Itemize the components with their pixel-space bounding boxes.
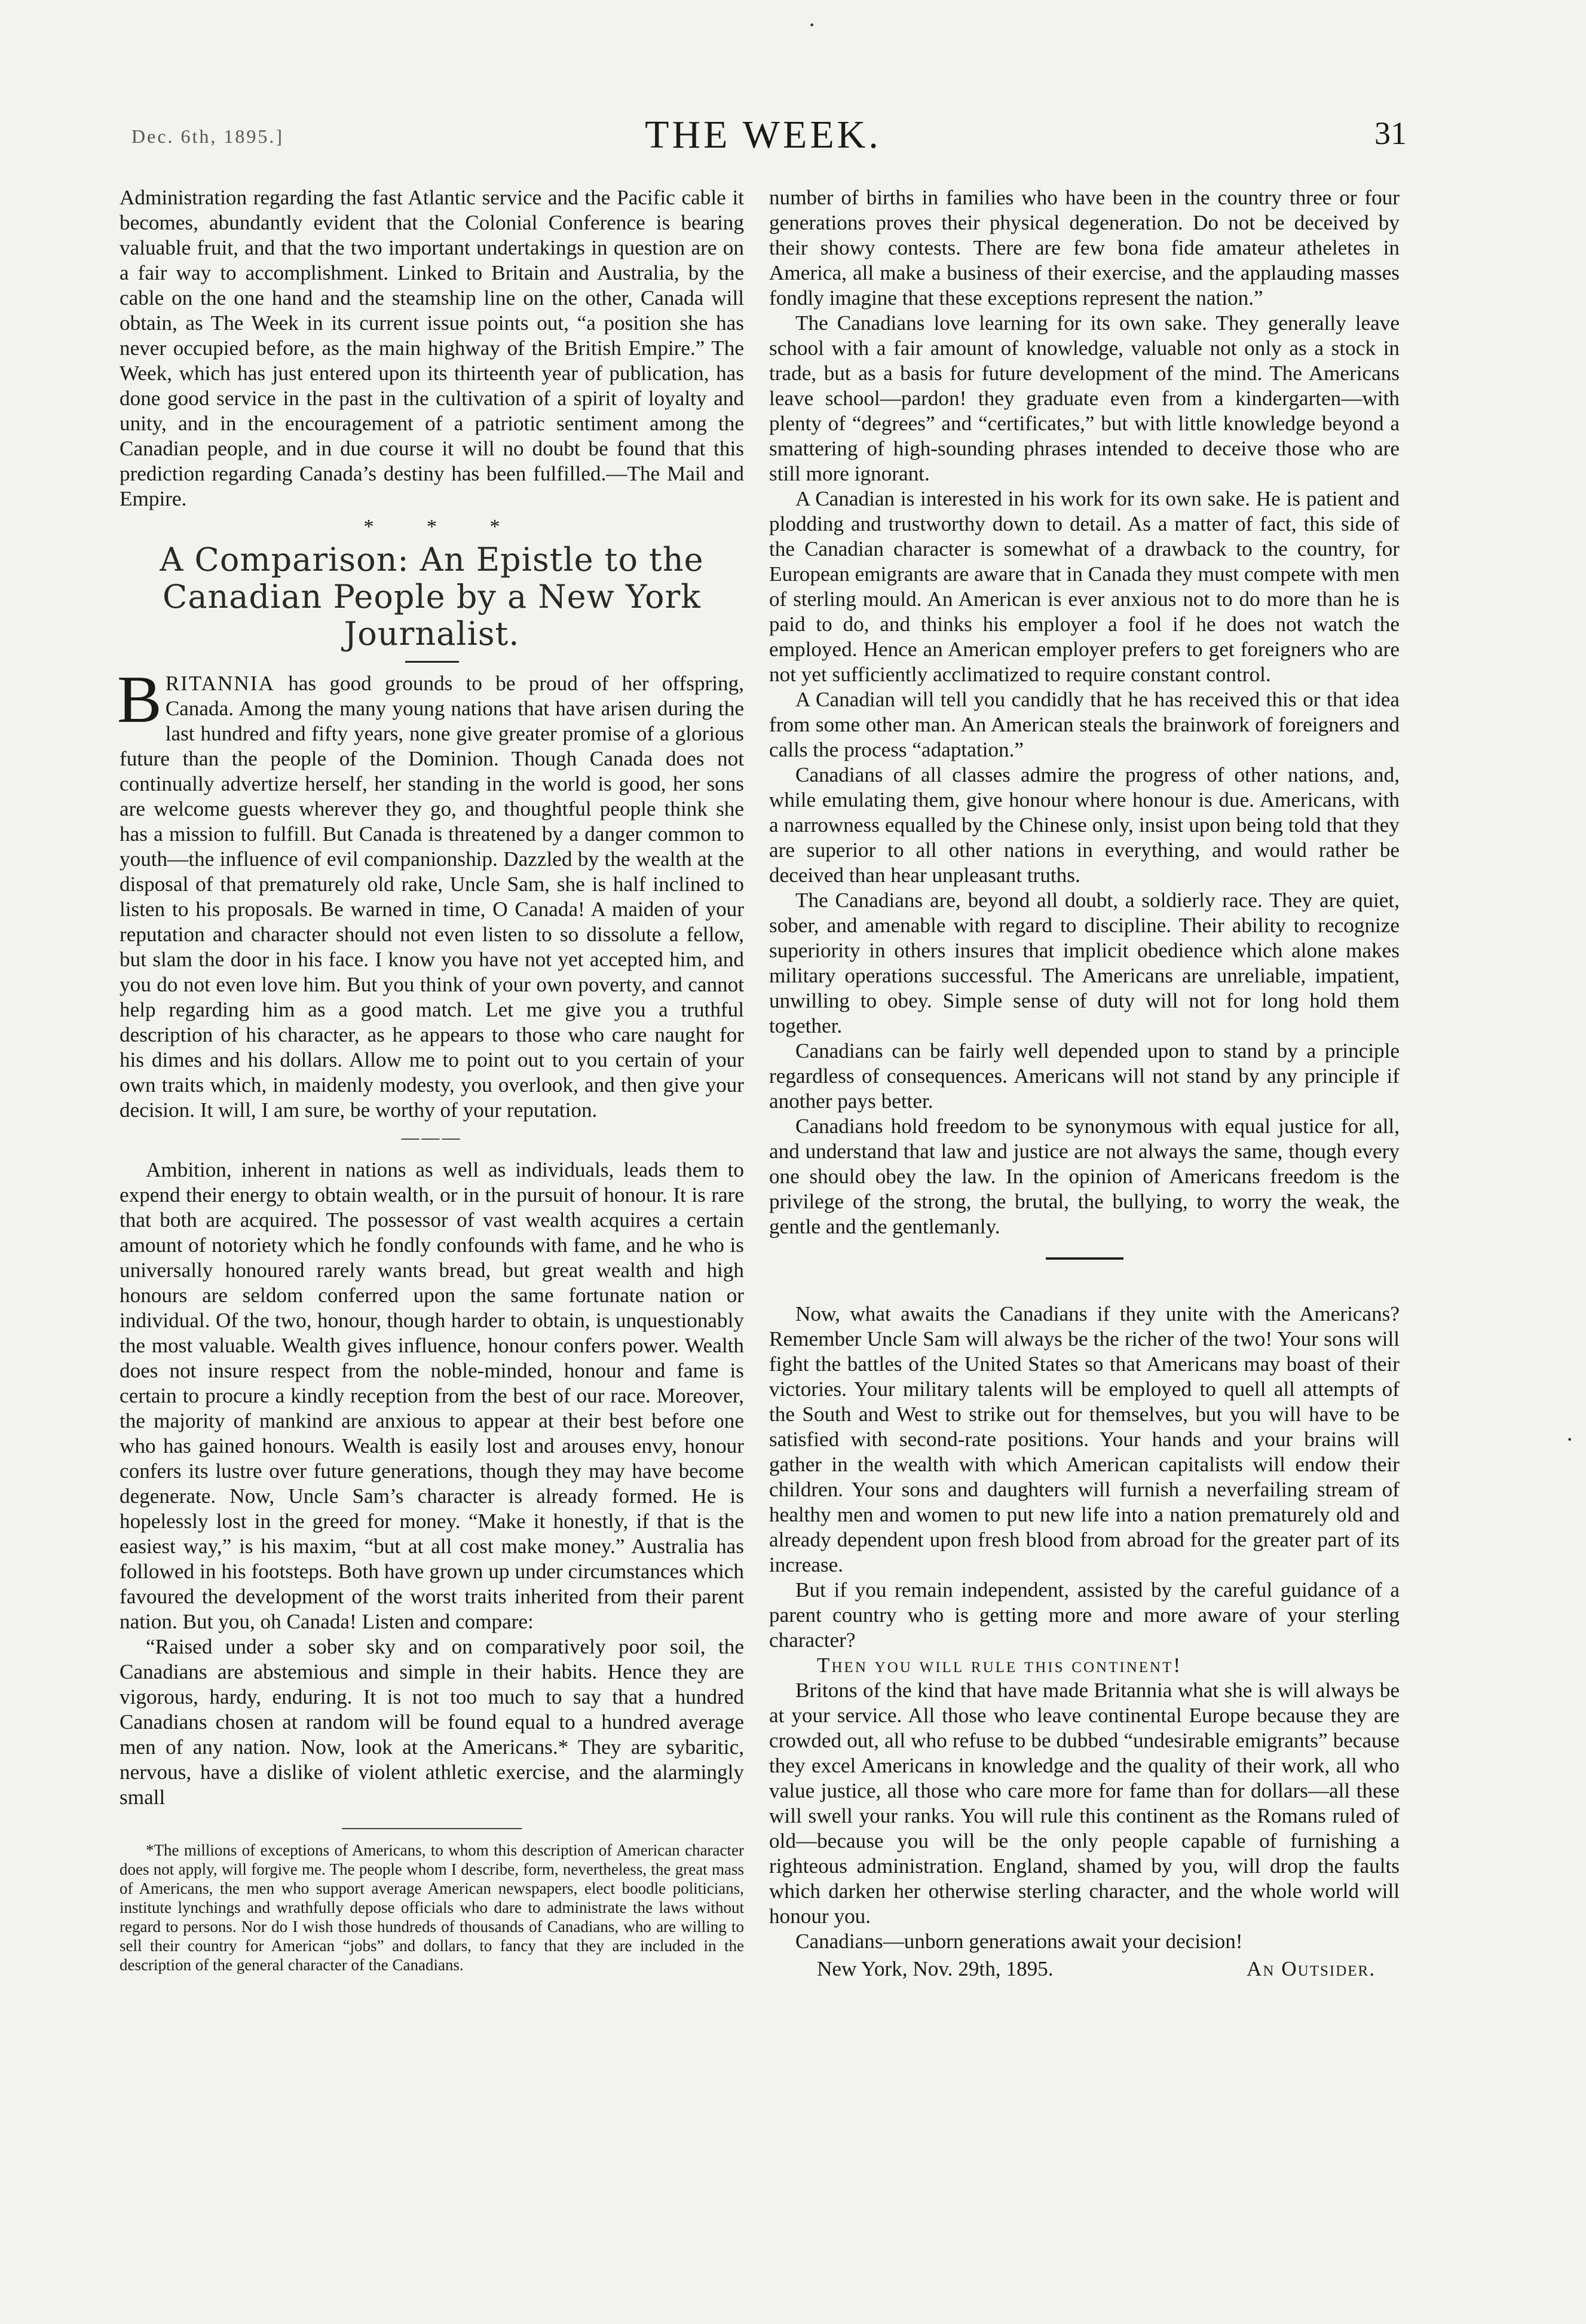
article-paragraph-3: “Raised under a sober sky and on comparatively poor soil, the Canadians are abstemious and simple in their habits. Hence they are vigorous, hardy, enduring. It is not too much to say that a hundred Canadians chosen at random will be found equal to a hundred average men of any nation. Now, look at the Americans.* They are sybaritic, nervous, have a dislike of violent athletic exercise, and the alarmingly small (120, 1635, 744, 1809)
lead-word: RITANNIA (165, 672, 275, 695)
right-paragraph-10: But if you remain independent, assisted by the careful guidance of a parent country who is getting more and more aware of your sterling character? (769, 1578, 1400, 1652)
article-heading: A Comparison: An Epistle to the Canadian People by a New York Journalist. (160, 541, 704, 653)
right-paragraph-5: Canadians of all classes admire the progress of other nations, and, while emulating them, give honour where honour is due. Americans, with a narrowness equalled by the Chinese only, insist upon being told that they are superior to all other nations in everything, and would rather be deceived than hear unpleasant truths. (769, 763, 1400, 887)
footnote: *The millions of exceptions of Americans, to whom this description of American character does not apply, will forgive me. The people whom I describe, form, nevertheless, the great mass of Americans, the men who support average American newspapers, elect boodle politicians, institute lynchings and wrathfully depose officials who dare to administrate the laws without regard to persons. Nor do I wish those hundreds of thousands of Canadians, who are willing to sell their country for American “jobs” and dollars, to fancy that they are included in the description of the general character of the Canadians. (120, 1841, 744, 1974)
left-column (117, 185, 744, 1974)
rule-continent-line: Then you will rule this continent! (817, 1654, 1183, 1677)
article-paragraph-1 (117, 663, 744, 1123)
margin-mark: · (808, 11, 816, 38)
heading-rule (405, 661, 459, 663)
signature-place-date: New York, Nov. 29th, 1895. (817, 1957, 1054, 1980)
section-rule (1046, 1257, 1123, 1260)
right-paragraph-1: number of births in families who have been in the country three or four generations proves their physical degeneration. Do not be deceived by their showy contests. There are few bona fide amateur atheletes in America, all make a business of their exercise, and the applauding masses fondly imagine that these exceptions represent the nation.” (769, 186, 1400, 310)
section-divider-stars: * * * (363, 516, 524, 538)
right-paragraph-9: Now, what awaits the Canadians if they unite with the Americans? Remember Uncle Sam will always be the richer of the two! Your sons will fight the battles of the United States so that Americans may boast of their victories. Your military talents will be employed to quell all attempts of the South and West to strike out for themselves, but you will have to be satisfied with second-rate positions. Your hands and your brains will gather in the wealth with which American capitalists will endow their children. Your sons and daughters will furnish a neverfailing stream of healthy men and women to put new life into a nation prematurely old and already dependent upon fresh blood from abroad for the greater part of its increase. (769, 1302, 1400, 1576)
right-column (769, 185, 1400, 1982)
publication-title: THE WEEK. (645, 113, 881, 157)
signature-line (769, 1956, 1400, 1982)
margin-mark: · (1566, 1426, 1574, 1453)
masthead (120, 112, 1407, 166)
article-paragraph-2: Ambition, inherent in nations as well as individuals, leads them to expend their energy to obtain wealth, or in the pursuit of honour. It is rare that both are acquired. The possessor of vast wealth acquires a certain amount of notoriety which he fondly confounds with fame, and he who is universally honoured rarely wants bread, but great wealth and high honours are seldom conferred upon the same fortunate nation or individual. Of the two, honour, though harder to obtain, is unquestionably the most valuable. Wealth gives influence, honour confers power. Wealth does not insure respect from the noble-minded, honour and fame is certain to procure a kindly reception from the best of our race. Moreover, the majority of mankind are anxious to appear at their best before one who has gained honours. Wealth is easily lost and arouses envy, honour confers its lustre over future generations, though they may have become degenerate. Now, Uncle Sam’s character is already formed. He is hopelessly lost in the greed for money. “Make it honestly, if that is the easiest way,” is his maxim, “but at all cost make money.” Australia has followed in his footsteps. Both have grown up under circumstances which favoured the development of the worst traits inherited from their parent nation. But you, oh Canada! Listen and compare: (120, 1158, 744, 1633)
right-paragraph-12: Canadians—unborn generations await your decision! (795, 1930, 1243, 1953)
issue-date: Dec. 6th, 1895.] (131, 125, 284, 147)
right-paragraph-11: Britons of the kind that have made Britannia what she is will always be at your service. All those who leave continental Europe because they are crowded out, all who refuse to be dubbed “undesirable emigrants” because they excel Americans in knowledge and the quality of their work, all who value justice, all those who care more for fame than for dollars—all these will swell your ranks. You will rule this continent as the Romans ruled of old—because you will be the only people capable of furnishing a righteous administration. England, shamed by you, will drop the faults which darken her otherwise sterling character, and the whole world will honour you. (769, 1679, 1400, 1928)
right-paragraph-2: The Canadians love learning for its own sake. They generally leave school with a fair amount of knowledge, valuable not only as a stock in trade, but as a basis for future development of the mind. The Americans leave school—pardon! they graduate even from a kindergarten—with plenty of “degrees” and “certificates,” but with little knowledge beyond a smattering of high-sounding phrases intended to deceive those who are still more ignorant. (769, 311, 1400, 485)
article-paragraph-1-text: has good grounds to be proud of her offspring, Canada. Among the many young nations that have arisen during the last hundred and fifty years, none give greater promise of a glorious future than the people of the Dominion. Though Canada does not continually advertize herself, her standing in the world is good, her sons are welcome guests wherever they go, and thoughtful people think she has a mission to fulfill. But Canada is threatened by a danger common to youth—the influence of evil companionship. Dazzled by the wealth at the disposal of that prematurely old rake, Uncle Sam, she is half inclined to listen to his proposals. Be warned in time, O Canada! A maiden of your reputation and character should not even listen to so dissolute a fellow, but slam the door in his face. I know you have not yet accepted him, and you do not even love him. But you think of your own poverty, and cannot help regarding him as a good match. Let me give you a truthful description of his character, as he appears to those who care naught for his dimes and his dollars. Allow me to point out to you certain of your own traits which, in maidenly modesty, you overlook, and then give your decision. It will, I am sure, be worthy of your reputation. (120, 672, 744, 1122)
right-paragraph-6: The Canadians are, beyond all doubt, a soldierly race. They are quiet, sober, and amenable with regard to discipline. Their ability to recognize superiority in others insures that implicit obedience which alone makes military operations successful. The Americans are unreliable, impatient, unwilling to obey. Simple sense of duty will not for long hold them together. (769, 889, 1400, 1037)
intro-paragraph: Administration regarding the fast Atlantic service and the Pacific cable it becomes, abundantly evident that the Colonial Conference is bearing valuable fruit, and that the two important undertakings in question are on a fair way to accomplishment. Linked to Britain and Australia, by the cable on the one hand and the steamship line on the other, Canada will obtain, as The Week in its current issue points out, “a position she has never occupied before, as the main highway of the British Empire.” The Week, which has just entered upon its thirteenth year of publication, has done good service in the past in the cultivation of a spirit of loyalty and unity, and in the encouragement of a patriotic sentiment among the Canadian people, and in due course it will no doubt be found that this prediction regarding Canada’s destiny has been fulfilled.—The Mail and Empire. (120, 186, 744, 510)
signature-name: An Outsider. (1246, 1957, 1376, 1980)
right-paragraph-4: A Canadian will tell you candidly that he has received this or that idea from some other man. An American steals the brainwork of foreigners and calls the process “adaptation.” (769, 688, 1400, 761)
right-paragraph-3: A Canadian is interested in his work for its own sake. He is patient and plodding and trustworthy down to detail. As a matter of fact, this side of the Canadian character is somewhat of a drawback to the country, for European emigrants are aware that in Canada they must compete with men of sterling mould. An American is ever anxious not to do more than he is paid to do, and thinks his employer a fool if he does not watch the employed. Hence an American employer prefers to get foreigners who are not yet sufficiently acclimatized to require constant control. (769, 487, 1400, 686)
page-number: 31 (1374, 115, 1407, 151)
dash-separator: ——— (401, 1128, 463, 1147)
drop-cap: B (117, 663, 162, 737)
footnote-rule (342, 1828, 522, 1830)
right-paragraph-8: Canadians hold freedom to be synonymous with equal justice for all, and understand that law and justice are not always the same, though every one should obey the law. In the opinion of Americans freedom is the privilege of the strong, the brutal, the bullying, to worry the weak, the gentle and the gentlemanly. (769, 1114, 1400, 1238)
right-paragraph-7: Canadians can be fairly well depended upon to stand by a principle regardless of consequences. Americans will not stand by any principle if another pays better. (769, 1039, 1400, 1113)
